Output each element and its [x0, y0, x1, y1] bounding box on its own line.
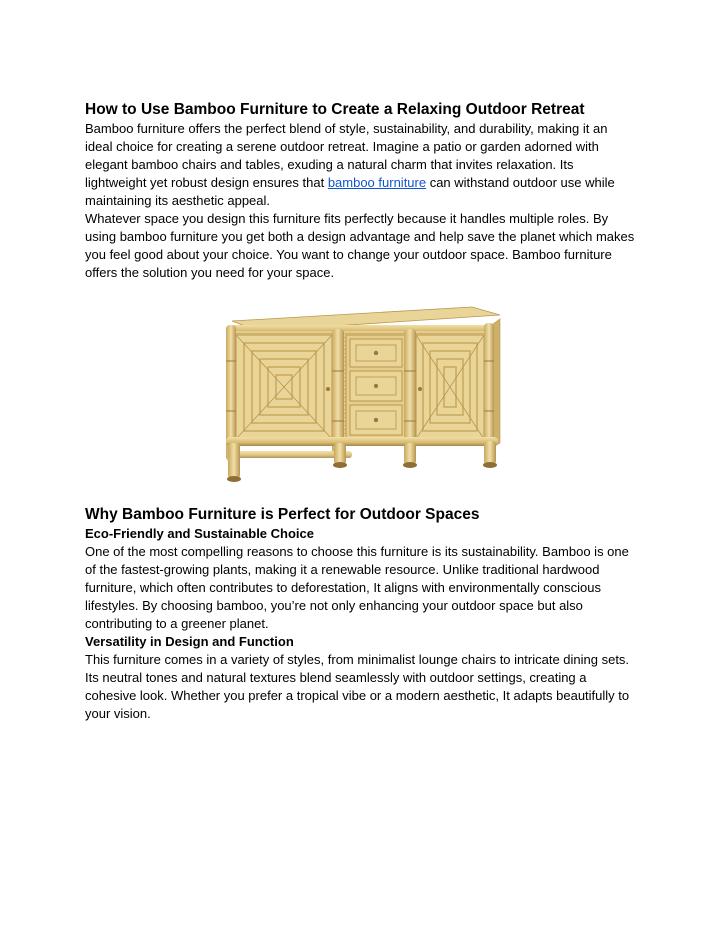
intro-paragraph — [85, 120, 635, 210]
intro-text-end: can withstand outdoor use while maintaining its aesthetic appeal. — [85, 175, 615, 208]
article-title: How to Use Bamboo Furniture to Create a Relaxing Outdoor Retreat — [85, 101, 585, 118]
versatility-paragraph: This furniture comes in a variety of styles, from minimalist lounge chairs to intricate dining sets. Its neutral tones and natural textures blend seamlessly with outdoor settings, creating a cohesive look. Whether you prefer a tropical vibe or a modern aesthetic, It adapts beautifully to your vision. — [85, 652, 630, 721]
section-heading: Why Bamboo Furniture is Perfect for Outdoor Spaces — [85, 506, 480, 523]
bamboo-sideboard-image — [218, 301, 503, 486]
bamboo-furniture-link[interactable]: bamboo furniture — [327, 175, 427, 190]
intro-text-start: Bamboo furniture offers the perfect blend of style, sustainability, and durability, making it an ideal choice for creating a serene outdoor retreat. Imagine a patio or garden adorned with elegant bamboo chairs and tables, exuding a natural charm that invites relaxation. Its lightweight yet robust design ensures that — [85, 121, 608, 190]
right-door — [416, 335, 484, 439]
article-body — [85, 100, 635, 723]
subheading-versatility: Versatility in Design and Function — [85, 634, 294, 649]
article-image — [85, 301, 635, 486]
design-paragraph: Whatever space you design this furniture fits perfectly because it handles multiple roles. By using bamboo furniture you get both a design advantage and help save the planet which makes you feel good about your choice. You want to change your outdoor space. Bamboo furniture offers the solution you need for your space. — [85, 211, 635, 280]
sustainability-paragraph: One of the most compelling reasons to choose this furniture is its sustainability. Bamboo is one of the fastest-growing plants, making it a renewable resource. Unlike traditional hardwood furniture, which often contributes to deforestation, It aligns with environmentally conscious lifestyles. By choosing bamboo, you’re not only enhancing your outdoor space but also contributing to a greener planet. — [85, 544, 629, 631]
left-door — [236, 335, 332, 439]
subheading-eco-friendly: Eco-Friendly and Sustainable Choice — [85, 526, 314, 541]
drawer-stack — [346, 335, 406, 439]
